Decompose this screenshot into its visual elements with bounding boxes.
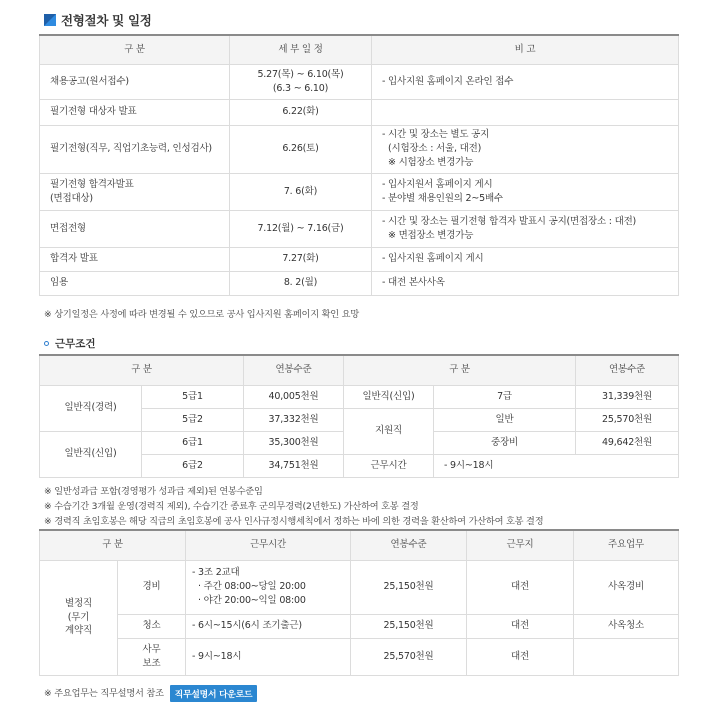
col-header: 근무지 [467,530,574,560]
job-type: 청소 [118,614,186,638]
duty-cell: 사옥경비 [574,560,679,614]
table-row [40,210,679,247]
schedule-note: - 입사지원 홈페이지 게시 [372,247,679,271]
grade-cell: 6급1 [142,431,244,454]
schedule-date: 6.26(토) [230,125,372,173]
section-title-icon [44,14,56,26]
table-row [40,125,679,173]
work-hours-value: - 9시~18시 [434,454,679,477]
schedule-note: - 입사지원 홈페이지 온라인 접수 [372,64,679,99]
section-title-conditions [44,336,96,350]
schedule-date: 7.27(화) [230,247,372,271]
col-header: 세 부 일 정 [230,35,372,64]
table-row [40,173,679,210]
schedule-item: 필기전형(직무, 직업기초능력, 인성검사) [40,125,230,173]
grade-cell: 중장비 [434,431,576,454]
workplace-cell: 대전 [467,614,574,638]
job-group: 일반직(신입) [344,385,434,408]
contract-table [39,529,679,676]
col-header: 구 분 [344,355,576,385]
table-row [40,638,679,675]
job-group: 별정직 (무기 계약직 [40,560,118,675]
work-hours-label: 근무시간 [344,454,434,477]
schedule-note: - 시간 및 장소는 필기전형 합격자 발표시 공지(면접장소 : 대전) ※ 면접장소 변경가능 [372,210,679,247]
salary-cell: 37,332천원 [244,408,344,431]
duty-cell [574,638,679,675]
schedule-table [39,34,679,296]
conditions-note: ※ 일반성과급 포함(경영평가 성과급 제외)된 연봉수준임 [44,486,263,497]
col-header: 주요업무 [574,530,679,560]
table-row [40,385,679,408]
salary-cell: 31,339천원 [576,385,679,408]
schedule-date: 7. 6(화) [230,173,372,210]
table-row [40,247,679,271]
salary-cell: 25,570천원 [576,408,679,431]
table-row [40,271,679,295]
schedule-item: 필기전형 대상자 발표 [40,99,230,125]
salary-cell: 25,150천원 [351,614,467,638]
job-type: 경비 [118,560,186,614]
duty-footnote-text: ※ 주요업무는 직무설명서 참조 [44,688,164,699]
schedule-footnote: ※ 상기일정은 사정에 따라 변경될 수 있으므로 공사 입사지원 홈페이지 확인 요망 [44,309,360,320]
table-row [40,560,679,614]
grade-cell: 7급 [434,385,576,408]
schedule-date: 5.27(목) ~ 6.10(목) (6.3 ~ 6.10) [230,64,372,99]
schedule-note: - 입사지원서 홈페이지 게시 - 분야별 채용인원의 2~5배수 [372,173,679,210]
col-header: 구 분 [40,530,186,560]
grade-cell: 5급1 [142,385,244,408]
section-title-text: 전형절차 및 일정 [61,13,152,28]
grade-cell: 일반 [434,408,576,431]
job-type: 사무 보조 [118,638,186,675]
col-header: 연봉수준 [351,530,467,560]
work-hours: - 9시~18시 [186,638,351,675]
col-header: 구 분 [40,355,244,385]
grade-cell: 6급2 [142,454,244,477]
schedule-note: - 대전 본사사옥 [372,271,679,295]
workplace-cell: 대전 [467,560,574,614]
schedule-date: 6.22(화) [230,99,372,125]
schedule-note [372,99,679,125]
col-header: 연봉수준 [244,355,344,385]
conditions-note: ※ 수습기간 3개월 운영(경력직 제외), 수습기간 종료후 군의무경력(2년한도) 가산하여 호봉 결정 [44,501,419,512]
download-job-description-button[interactable]: 직무설명서 다운로드 [170,685,258,702]
schedule-date: 8. 2(월) [230,271,372,295]
col-header: 근무시간 [186,530,351,560]
duty-footnote [44,685,257,702]
salary-cell: 49,642천원 [576,431,679,454]
work-hours: - 6시~15시(6시 조기출근) [186,614,351,638]
conditions-note: ※ 경력직 초임호봉은 해당 직급의 초임호봉에 공사 인사규정시행세칙에서 정하는 바에 의한 경력을 환산하여 가산하여 호봉 결정 [44,516,544,527]
salary-cell: 25,150천원 [351,560,467,614]
schedule-item: 채용공고(원서접수) [40,64,230,99]
section-title-text: 근무조건 [55,337,96,350]
workplace-cell: 대전 [467,638,574,675]
salary-cell: 35,300천원 [244,431,344,454]
col-header: 구 분 [40,35,230,64]
schedule-note: - 시간 및 장소는 별도 공지 (시험장소 : 서울, 대전) ※ 시험장소 변경가능 [372,125,679,173]
schedule-item: 합격자 발표 [40,247,230,271]
table-row [40,99,679,125]
schedule-item: 필기전형 합격자발표 (면접대상) [40,173,230,210]
schedule-item: 면접전형 [40,210,230,247]
salary-cell: 34,751천원 [244,454,344,477]
job-group: 일반직(경력) [40,385,142,431]
table-row [40,614,679,638]
section-title-schedule [44,11,152,29]
schedule-item: 임용 [40,271,230,295]
salary-cell: 25,570천원 [351,638,467,675]
job-group: 지원직 [344,408,434,454]
work-hours: - 3조 2교대 · 주간 08:00~당일 20:00 · 야간 20:00~익일 08:00 [186,560,351,614]
salary-cell: 40,005천원 [244,385,344,408]
col-header: 비 고 [372,35,679,64]
table-row [40,64,679,99]
schedule-date: 7.12(월) ~ 7.16(금) [230,210,372,247]
duty-cell: 사옥청소 [574,614,679,638]
salary-table [39,354,679,478]
bullet-circle-icon [44,341,49,346]
job-group: 일반직(신입) [40,431,142,477]
grade-cell: 5급2 [142,408,244,431]
col-header: 연봉수준 [576,355,679,385]
